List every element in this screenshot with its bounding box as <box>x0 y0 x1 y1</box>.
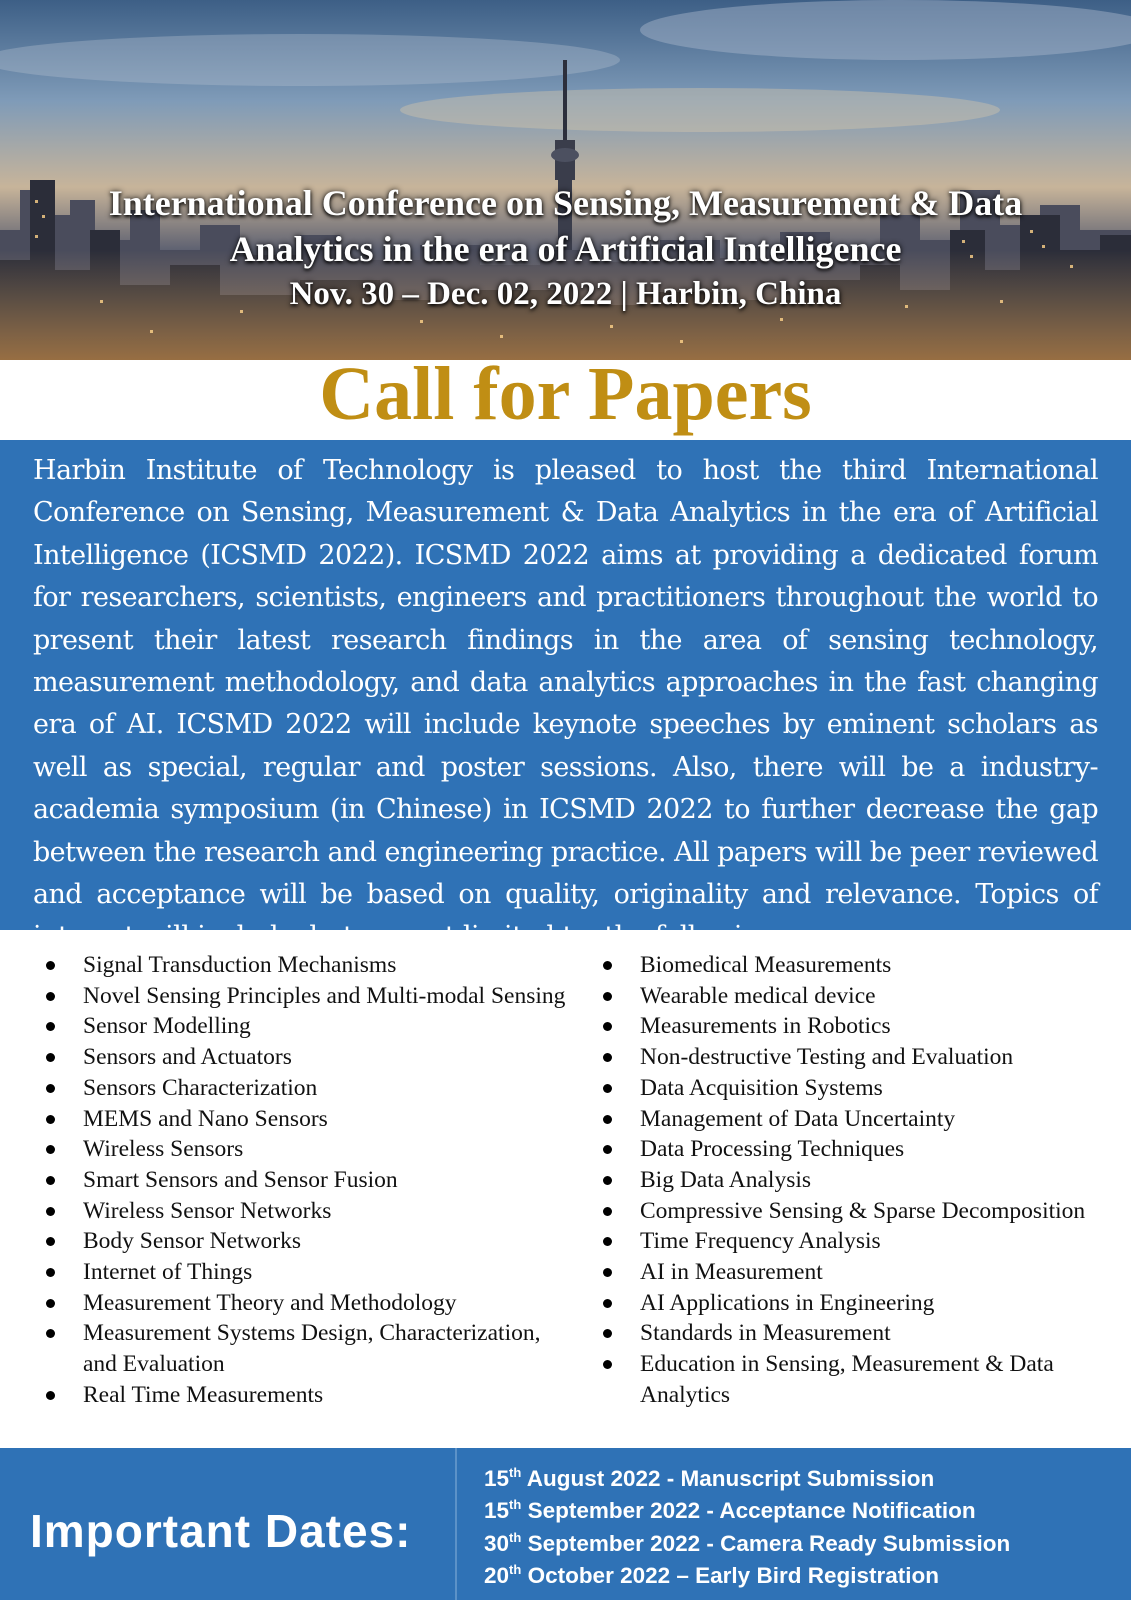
date-ordinal-suffix: th <box>509 1497 522 1513</box>
topic-text: Time Frequency Analysis <box>640 1228 881 1255</box>
bullet-icon <box>603 1115 612 1124</box>
topic-item <box>46 1011 566 1042</box>
topic-text: Sensor Modelling <box>83 1013 251 1040</box>
topic-item <box>603 981 1123 1012</box>
bullet-icon <box>46 992 55 1001</box>
intro-paragraph: Harbin Institute of Technology is pleased to host the third International Conference on Sensing, Measurement & Data Analytics in the era of Artificial Intelligence (ICSMD 2022). ICSMD 2022 aims at providing a dedicated forum for researchers, scientists, engineers and practitioners throughout the world to present their latest research findings in the area of sensing technology, measurement methodology, and data analytics approaches in the fast changing era of AI. ICSMD 2022 will include keynote speeches by eminent scholars as well as special, regular and poster sessions. Also, there will be a industry-academia symposium (in Chinese) in ICSMD 2022 to further decrease the gap between the research and engineering practice. All papers will be peer reviewed and acceptance will be based on quality, originality and relevance. Topics of interest will include, but are not limited to, the following: <box>33 455 1098 953</box>
bullet-icon <box>46 961 55 970</box>
topic-text: Management of Data Uncertainty <box>640 1105 956 1132</box>
topic-text: Big Data Analysis <box>640 1166 812 1193</box>
bullet-icon <box>603 1176 612 1185</box>
bullet-icon <box>603 992 612 1001</box>
bullet-icon <box>603 1053 612 1062</box>
topic-item <box>46 1073 566 1104</box>
important-date-item <box>484 1528 1010 1560</box>
topic-item <box>603 1042 1123 1073</box>
topic-item <box>603 1134 1123 1165</box>
bullet-icon <box>46 1268 55 1277</box>
date-ordinal-suffix: th <box>509 1529 522 1545</box>
topic-text: Sensors Characterization <box>83 1074 318 1101</box>
topic-item <box>46 981 566 1012</box>
topic-item <box>46 1226 566 1257</box>
topic-item <box>603 1165 1123 1196</box>
banner-image <box>0 0 1131 360</box>
topic-text: Body Sensor Networks <box>83 1228 302 1255</box>
topic-text: Internet of Things <box>83 1259 253 1286</box>
topic-text: Measurement Systems Design, Characterization, and Evaluation <box>83 1320 541 1378</box>
topic-text: Standards in Measurement <box>640 1320 891 1347</box>
topic-item <box>603 1104 1123 1135</box>
date-ordinal-suffix: th <box>509 1465 522 1480</box>
topic-item <box>46 1257 566 1288</box>
dates-divider <box>455 1448 457 1600</box>
bullet-icon <box>46 1391 55 1400</box>
date-day: 15 <box>484 1498 510 1524</box>
topic-item <box>603 1318 1123 1349</box>
date-description: October 2022 – Early Bird Registration <box>521 1562 939 1588</box>
topic-text: Smart Sensors and Sensor Fusion <box>83 1166 398 1193</box>
bullet-icon <box>46 1176 55 1185</box>
topic-text: Wireless Sensor Networks <box>83 1197 332 1224</box>
topic-text: Education in Sensing, Measurement & Data Analytics <box>640 1351 1054 1408</box>
topic-text: Biomedical Measurements <box>640 952 892 978</box>
topic-text: MEMS and Nano Sensors <box>83 1105 328 1132</box>
intro-section <box>0 440 1131 953</box>
topic-item <box>46 1165 566 1196</box>
bullet-icon <box>603 1268 612 1277</box>
topic-item <box>603 1288 1123 1319</box>
topics-list-left <box>46 950 566 1411</box>
topic-text: Signal Transduction Mechanisms <box>83 952 397 978</box>
important-dates-label: Important Dates: <box>30 1505 412 1557</box>
topic-text: Wearable medical device <box>640 982 876 1009</box>
topic-text: AI in Measurement <box>640 1259 823 1286</box>
important-date-item <box>484 1463 1010 1495</box>
topic-item <box>603 1011 1123 1042</box>
important-date-item <box>484 1560 1010 1592</box>
bullet-icon <box>603 1084 612 1093</box>
topic-text: Non-destructive Testing and Evaluation <box>640 1044 1014 1071</box>
date-day: 20 <box>484 1562 510 1588</box>
topic-item <box>46 1380 566 1411</box>
call-for-papers-heading: Call for Papers <box>319 352 812 436</box>
bullet-icon <box>603 1329 612 1338</box>
conference-title-line-1: International Conference on Sensing, Measurement & Data <box>108 183 1023 223</box>
bullet-icon <box>46 1299 55 1308</box>
topic-item <box>603 1257 1123 1288</box>
bullet-icon <box>46 1207 55 1216</box>
bullet-icon <box>46 1115 55 1124</box>
topic-item <box>603 1073 1123 1104</box>
topic-text: Sensors and Actuators <box>83 1044 292 1071</box>
topic-item <box>46 950 566 981</box>
bullet-icon <box>46 1237 55 1246</box>
date-description: September 2022 - Camera Ready Submission <box>521 1530 1011 1556</box>
topic-text: Wireless Sensors <box>83 1136 244 1163</box>
bullet-icon <box>46 1145 55 1154</box>
conference-date-location: Nov. 30 – Dec. 02, 2022 | Harbin, China <box>289 276 842 312</box>
topic-item <box>46 1288 566 1319</box>
important-date-item <box>484 1495 1010 1527</box>
bullet-icon <box>603 1207 612 1216</box>
bullet-icon <box>603 1299 612 1308</box>
important-dates-list <box>484 1463 1010 1592</box>
bullet-icon <box>46 1053 55 1062</box>
topic-text: Data Acquisition Systems <box>640 1074 883 1101</box>
date-description: August 2022 - Manuscript Submission <box>521 1466 935 1491</box>
topic-item <box>603 950 1123 981</box>
date-day: 15 <box>484 1466 510 1491</box>
topic-text: Measurements in Robotics <box>640 1013 891 1040</box>
topic-text: Compressive Sensing & Sparse Decomposition <box>640 1197 1086 1224</box>
bullet-icon <box>46 1022 55 1031</box>
topic-item <box>46 1042 566 1073</box>
bullet-icon <box>603 1237 612 1246</box>
conference-title-line-2: Analytics in the era of Artificial Intelligence <box>229 229 902 269</box>
topics-list-right <box>603 950 1123 1411</box>
topic-text: Novel Sensing Principles and Multi-modal Sensing <box>83 982 566 1009</box>
bullet-icon <box>603 1145 612 1154</box>
bullet-icon <box>603 1360 612 1369</box>
topic-item <box>603 1226 1123 1257</box>
topic-item <box>603 1349 1123 1410</box>
topic-item <box>46 1196 566 1227</box>
date-day: 30 <box>484 1530 510 1556</box>
important-dates-section <box>0 1448 1131 1600</box>
topic-text: Data Processing Techniques <box>640 1136 905 1163</box>
topic-text: AI Applications in Engineering <box>640 1289 935 1316</box>
topic-text: Real Time Measurements <box>83 1381 324 1408</box>
bullet-icon <box>46 1084 55 1093</box>
bullet-icon <box>603 961 612 970</box>
bullet-icon <box>46 1329 55 1338</box>
date-description: September 2022 - Acceptance Notification <box>521 1498 976 1524</box>
date-ordinal-suffix: th <box>509 1561 522 1577</box>
bullet-icon <box>603 1022 612 1031</box>
topic-item <box>46 1134 566 1165</box>
topic-text: Measurement Theory and Methodology <box>83 1289 457 1316</box>
topic-item <box>46 1104 566 1135</box>
topic-item <box>46 1318 566 1379</box>
topic-item <box>603 1196 1123 1227</box>
